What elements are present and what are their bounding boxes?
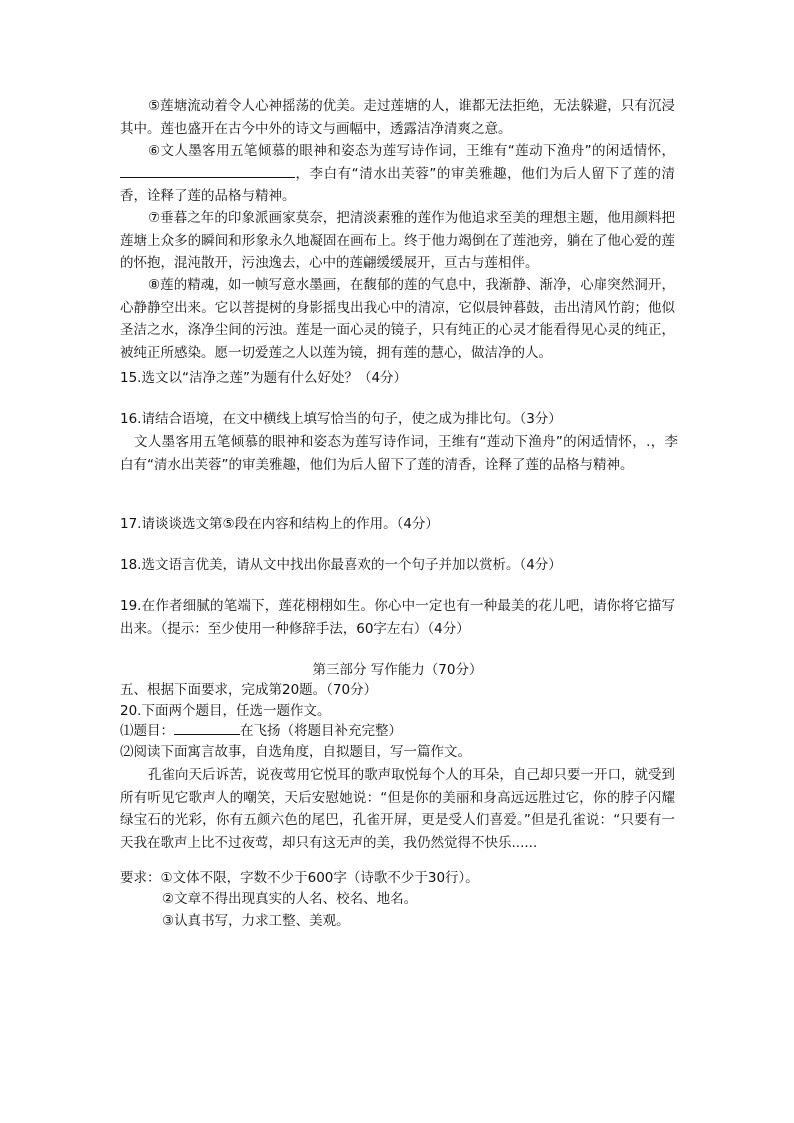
paragraph-5: ⑤莲塘流动着令人心神摇荡的优美。走过莲塘的人，谁都无法拒绝，无法躲避，只有沉浸其中。莲也盛开在古今中外的诗文与画幅中，透露洁净清爽之意。 (120, 98, 675, 137)
requirements-label: 要求： (120, 870, 161, 886)
paragraph-6-part2: ，李白有“清水出芙蓉”的审美雅趣，他们为后人留下了莲的清香，诠释了莲的品格与精神。 (120, 165, 675, 204)
option-2: ⑵阅读下面寓言故事，自选角度，自拟题目，写一篇作文。 (120, 744, 471, 760)
question-15: 15.选文以“洁净之莲”为题有什么好处？（4分） (120, 370, 408, 386)
question-17: 17.请谈谈选文第⑤段在内容和结构上的作用。（4分） (120, 516, 439, 532)
question-16-body-b: ，李白有“清水出芙蓉”的审美雅趣，他们为后人留下了莲的清香，诠释了莲的品格与精神。 (120, 434, 679, 473)
title-blank-line[interactable] (174, 720, 240, 735)
question-16-title: 16.请结合语境，在文中横线上填写恰当的句子，使之成为排比句。（3分） (120, 411, 562, 427)
question-16-body (120, 431, 678, 476)
fill-blank-line[interactable] (120, 163, 295, 178)
question-20: 20.下面两个题目，任选一题作文。 (120, 703, 331, 719)
requirement-1: ①文体不限，字数不少于600字（诗歌不少于30行）。 (160, 870, 479, 886)
requirement-3: ③认真书写，力求工整、美观。 (162, 913, 350, 929)
paragraph-6 (120, 140, 675, 208)
question-18: 18.选文语言优美，请从文中找出你最喜欢的一个句子并加以赏析。（4分） (120, 557, 562, 573)
question-16-body-a: 文人墨客用五笔倾慕的眼神和姿态为莲写诗作词，王维有“莲动下渔舟”的闲适情怀，. (134, 434, 651, 450)
paragraph-6-part1: ⑥文人墨客用五笔倾慕的眼神和姿态为莲写诗作词，王维有“莲动下渔舟”的闲适情怀， (148, 143, 675, 159)
section-5-heading: 五、根据下面要求，完成第20题。（70分） (120, 682, 378, 698)
question-19: 19.在作者细腻的笔端下，莲花栩栩如生。你心中一定也有一种最美的花儿吧，请你将它描写出来。（提示：至少使用一种修辞手法，60字左右）（4分） (120, 598, 675, 637)
part-3-title: 第三部分 写作能力（70分） (312, 662, 483, 678)
option-1-rest: 在飞扬（将题目补充完整） (240, 723, 402, 739)
option-1 (120, 720, 680, 743)
paragraph-8: ⑧莲的精魂，如一帧写意水墨画，在馥郁的莲的气息中，我渐静、渐净，心扉突然洞开，心静静空出来。它以菩提树的身影摇曳出我心中的清凉，它似晨钟暮鼓，击出清风竹韵；他似圣洁之水，涤净尘间的污浊。莲是一面心灵的镜子，只有纯正的心灵才能看得见心灵的纯正，被纯正所感染。愿一切爱莲之人以莲为镜，拥有莲的慧心，做洁净的人。 (120, 277, 675, 361)
requirement-2: ②文章不得出现真实的人名、校名、地名。 (162, 891, 418, 907)
fable-story: 孔雀向天后诉苦，说夜莺用它悦耳的歌声取悦每个人的耳朵，自己却只要一开口，就受到所有听见它歌声人的嘲笑，天后安慰她说：“但是你的美丽和身高远远胜过它，你的脖子闪耀绿宝石的光彩，你有五颜六色的尾巴，孔雀开屏，更是受人们喜爱。”但是孔雀说：“只要有一天我在歌声上比不过夜莺，却只有这无声的美，我仍然觉得不快乐...... (120, 767, 675, 851)
option-1-label: ⑴题目： (120, 723, 174, 739)
paragraph-7: ⑦垂暮之年的印象派画家莫奈，把清淡素雅的莲作为他追求至美的理想主题，他用颜料把莲塘上众多的瞬间和形象永久地凝固在画布上。终于他力竭倒在了莲池旁，躺在了他心爱的莲的怀抱，混沌散开，污浊逸去，心中的莲翩缓缓展开，亘古与莲相伴。 (120, 210, 675, 271)
requirements-line-1 (120, 867, 680, 890)
